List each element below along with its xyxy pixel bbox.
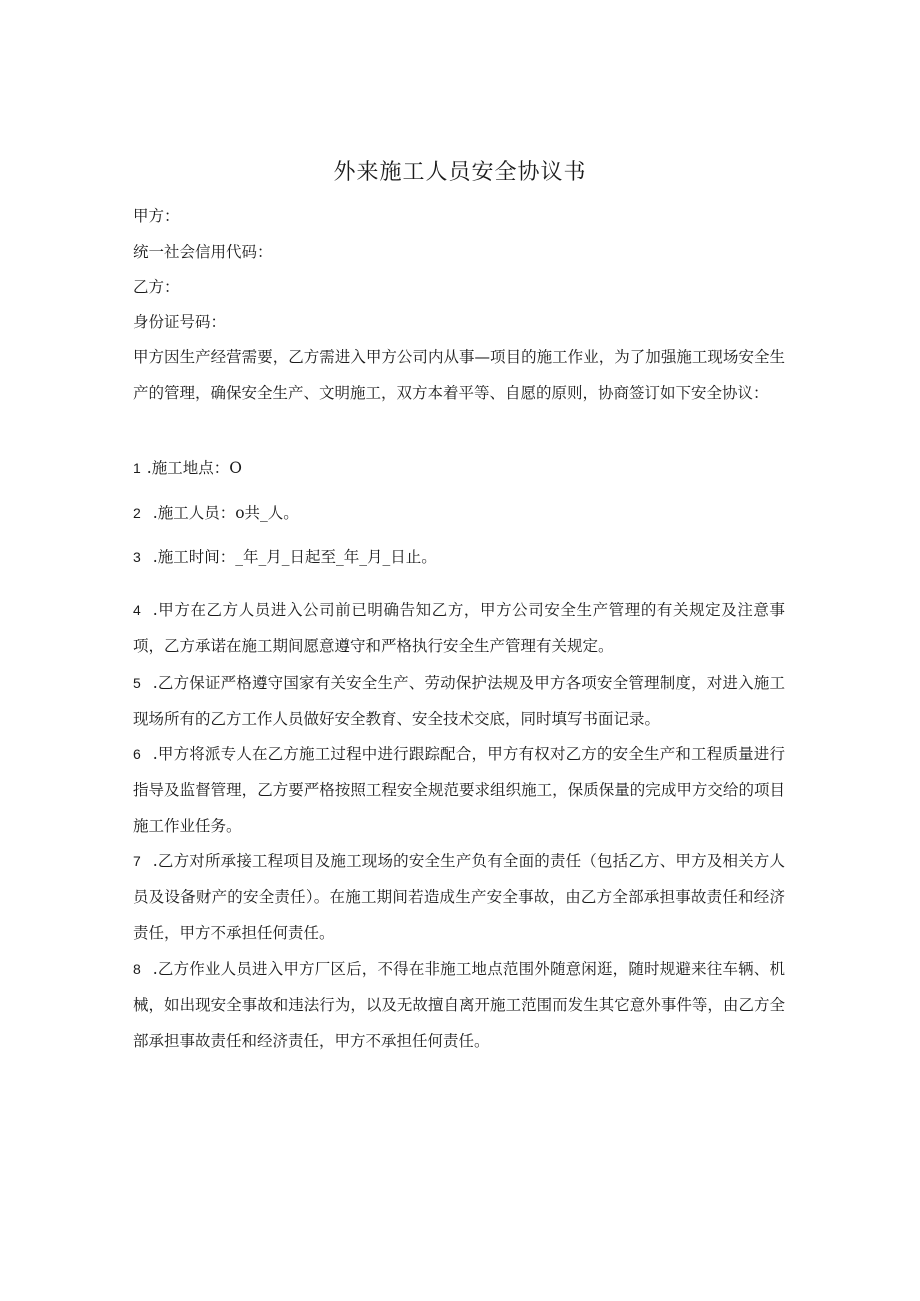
clause-text: .乙方对所承接工程项目及施工现场的安全生产负有全面的责任（包括乙方、甲方及相关方人员及设备财产的安全责任）。在施工期间若造成生产安全事故，由乙方全部承担事故责任和经济责任，甲方不承担任何责任。: [133, 852, 785, 942]
document-title: 外来施工人员安全协议书: [333, 160, 587, 185]
id-number-field: 身份证号码：: [133, 313, 227, 331]
clause-4: [133, 592, 785, 664]
party-a-field: 甲方：: [133, 207, 180, 225]
clause-number: 1: [133, 460, 141, 476]
clause-text: .甲方在乙方人员进入公司前已明确告知乙方，甲方公司安全生产管理的有关规定及注意事项，乙方承诺在施工期间愿意遵守和严格执行安全生产管理有关规定。: [133, 601, 785, 655]
clause-text: .施工人员：o共_人。: [152, 504, 299, 522]
party-b-field: 乙方：: [133, 278, 180, 296]
clause-text: .乙方保证严格遵守国家有关安全生产、劳动保护法规及甲方各项安全管理制度，对进入施工现场所有的乙方工作人员做好安全教育、安全技术交底，同时填写书面记录。: [133, 674, 785, 728]
clause-number: 7: [133, 853, 141, 869]
clause-number: 8: [133, 961, 141, 977]
clause-number: 6: [133, 746, 141, 762]
clause-1: [133, 450, 785, 486]
clause-text: .施工地点：O: [146, 459, 242, 477]
clause-number: 3: [133, 549, 141, 565]
clause-2: [133, 495, 785, 531]
intro-paragraph: 甲方因生产经营需要，乙方需进入甲方公司内从事—项目的施工作业，为了加强施工现场安全生产的管理，确保安全生产、文明施工，双方本着平等、自愿的原则，协商签订如下安全协议：: [133, 348, 785, 402]
credit-code-field: 统一社会信用代码：: [133, 243, 273, 261]
clause-text: .施工时间：_年_月_日起至_年_月_日止。: [152, 548, 437, 566]
clause-7: [133, 843, 785, 951]
clause-number: 4: [133, 602, 141, 618]
clause-8: [133, 951, 785, 1059]
clause-number: 5: [133, 675, 141, 691]
clause-6: [133, 736, 785, 844]
clause-3: [133, 539, 785, 575]
clause-text: .甲方将派专人在乙方施工过程中进行跟踪配合，甲方有权对乙方的安全生产和工程质量进行指导及监督管理，乙方要严格按照工程安全规范要求组织施工，保质保量的完成甲方交给的项目施工作业任务。: [133, 745, 785, 835]
clause-number: 2: [133, 505, 141, 521]
clause-text: .乙方作业人员进入甲方厂区后，不得在非施工地点范围外随意闲逛，随时规避来往车辆、机械，如出现安全事故和违法行为，以及无故擅自离开施工范围而发生其它意外事件等，由乙方全部承担事故责任和经济责任，甲方不承担任何责任。: [133, 960, 785, 1050]
clause-5: [133, 665, 785, 737]
